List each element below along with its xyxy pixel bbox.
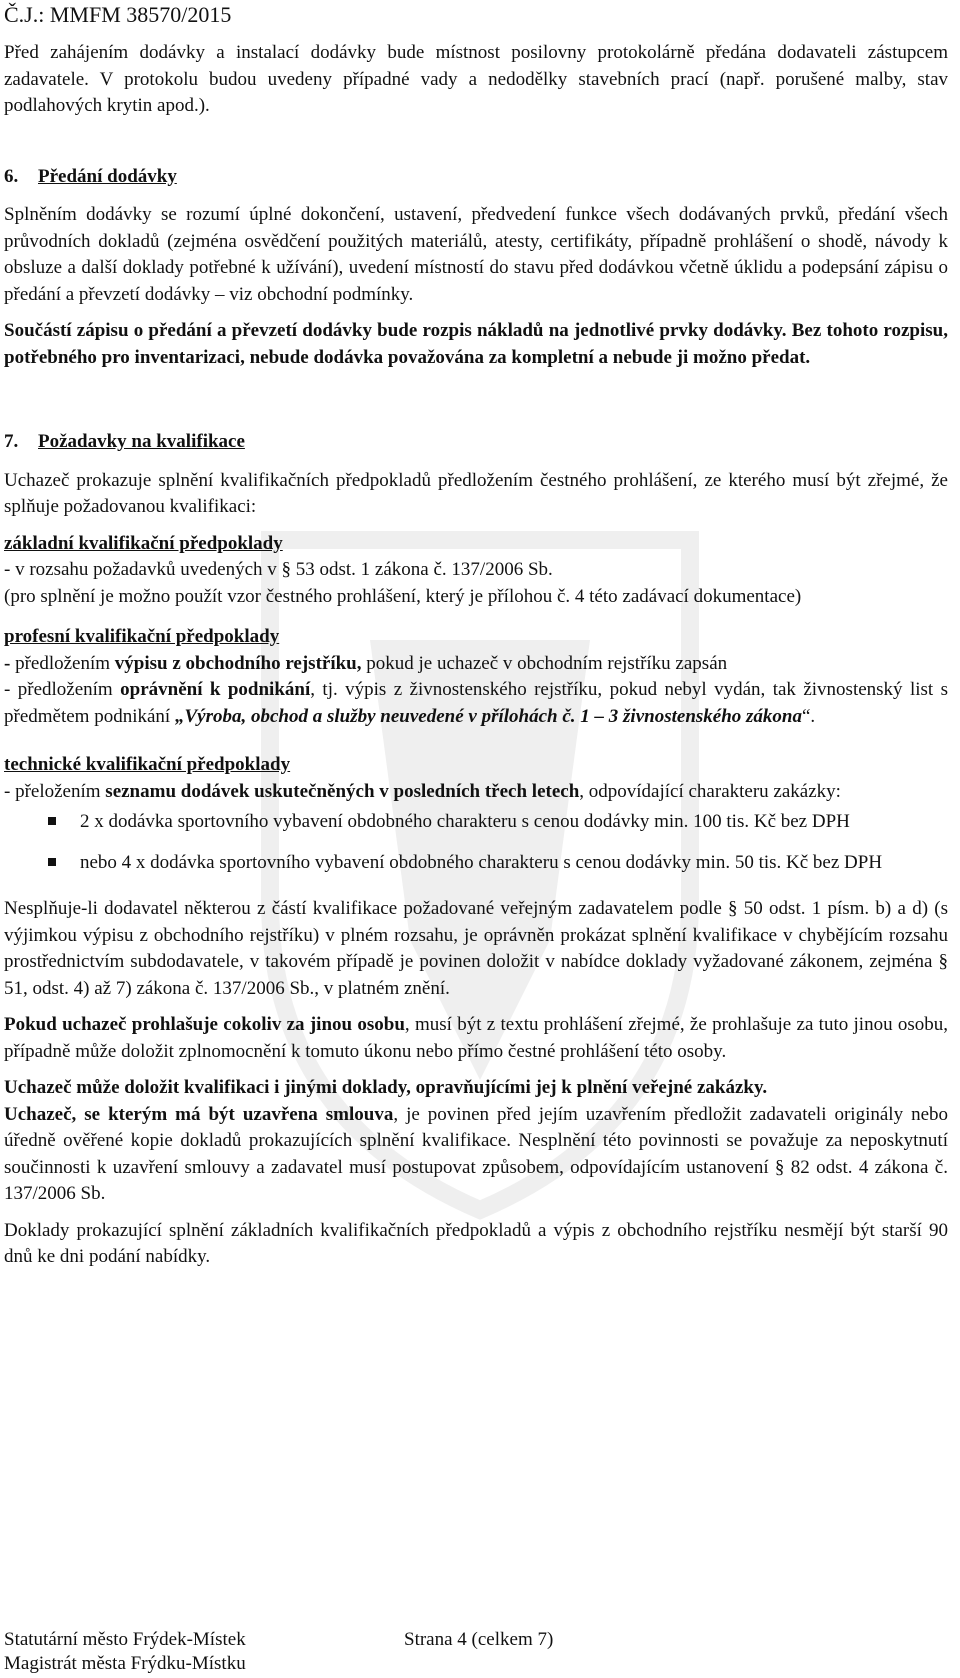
list-item bbox=[4, 850, 948, 877]
professional-qualification-line-1 bbox=[4, 651, 948, 678]
technical-qualification-heading: technické kvalifikační předpoklady bbox=[4, 754, 291, 775]
text: “. bbox=[802, 705, 816, 727]
square-bullet-icon bbox=[48, 817, 56, 825]
bold-text: seznamu dodávek uskutečněných v posledních třech letech bbox=[105, 780, 580, 802]
footer-page-number: Strana 4 (celkem 7) bbox=[404, 1629, 554, 1650]
section-7-title: Požadavky na kvalifikace bbox=[38, 431, 245, 452]
page-footer bbox=[4, 1628, 944, 1676]
section-6-number: 6. bbox=[4, 165, 19, 187]
document-reference: Č.J.: MMFM 38570/2015 bbox=[4, 2, 232, 27]
text: - předložením bbox=[4, 679, 121, 700]
footer-organization-2: Magistrát města Frýdku-Místku bbox=[4, 1653, 246, 1674]
footer-organization-1: Statutární město Frýdek-Místek bbox=[4, 1629, 246, 1650]
list-item-text: nebo 4 x dodávka sportovního vybavení obdobného charakteru s cenou dodávky min. 50 tis. Kč bez DPH bbox=[80, 851, 883, 873]
square-bullet-icon bbox=[48, 858, 56, 866]
section-6-title: Předání dodávky bbox=[38, 165, 177, 187]
technical-qualification-line bbox=[4, 779, 948, 806]
section-7-number: 7. bbox=[4, 431, 19, 452]
text: , je povinen před jejím uzavřením předložit zadavateli originály nebo úředně ověřené kopie dokladů prokazujících splnění kvalifikace. Nesplnění této povinnosti se považuje za neposkytnutí součinnosti k uzavření smlouvy a zadavatel musí postupovat způsobem, odpovídajícím ustanovení § 82 odst. 4 zákona č. 137/2006 Sb. bbox=[4, 1103, 949, 1204]
section-6-heading bbox=[4, 164, 948, 191]
section-7-heading bbox=[4, 429, 948, 456]
section-7-intro: Uchazeč prokazuje splnění kvalifikačních předpokladů předložením čestného prohlášení, ze kterého musí být zřejmé, že splňuje požadovanou kvalifikaci: bbox=[4, 469, 948, 517]
text: předložením bbox=[15, 652, 115, 674]
text: , tj. výpis z živnostenského rejstříku, pokud nebyl vydán, tak živnostenský list s předmětem podnikání bbox=[4, 679, 948, 727]
professional-qualification-heading: profesní kvalifikační předpoklady bbox=[4, 626, 280, 647]
basic-qualification-heading: základní kvalifikační předpoklady bbox=[4, 532, 283, 554]
bold-text: výpisu z obchodního rejstříku, bbox=[114, 652, 362, 674]
bold-text: oprávnění k podnikání bbox=[120, 679, 311, 700]
document-body bbox=[4, 40, 948, 1271]
list-item bbox=[4, 809, 948, 836]
section-6-paragraph-2: Součástí zápisu o předání a převzetí dodávky bude rozpis nákladů na jednotlivé prvky dodávky. Bez tohoto rozpisu, potřebného pro inventarizaci, nebude dodávka považována za kompletní a nebude ji možno předat. bbox=[4, 320, 948, 368]
list-item-text: 2 x dodávka sportovního vybavení obdobného charakteru s cenou dodávky min. 100 tis. Kč bez DPH bbox=[80, 811, 850, 832]
paragraph-other-documents: Uchazeč může doložit kvalifikaci i jinými doklady, opravňujícími jej k plnění veřejné zakázky. bbox=[4, 1077, 768, 1098]
bold-text: Uchazeč, se kterým má být uzavřena smlouva bbox=[4, 1103, 394, 1125]
basic-qualification-line-2: (pro splnění je možno použít vzor čestného prohlášení, který je přílohou č. 4 této zadávací dokumentace) bbox=[4, 585, 802, 607]
paragraph-contract bbox=[4, 1102, 948, 1208]
bold-text: Pokud uchazeč prohlašuje cokoliv za jinou osobu bbox=[4, 1014, 405, 1035]
text: , odpovídající charakteru zakázky: bbox=[579, 780, 841, 802]
paragraph-other-person bbox=[4, 1012, 948, 1065]
section-6-paragraph-1: Splněním dodávky se rozumí úplné dokončení, ustavení, předvedení funkce všech dodávaných prvků, předání všech průvodních dokladů (zejména osvědčení použitých materiálů, atesty, certifikáty, případně prohlášení o shodě, návody k obsluze a další doklady potřebné k užívání), uvedení místností do stavu před dodávkou včetně úklidu a podepsání zápisu o předání a převzetí dodávky – viz obchodní podmínky. bbox=[4, 204, 948, 305]
text: , musí být z textu prohlášení zřejmé, že prohlašuje za tuto jinou osobu, případně může doložit zplnomocnění k tomuto úkonu nebo přímo čestné prohlášení této osoby. bbox=[4, 1014, 949, 1062]
professional-qualification-line-2 bbox=[4, 677, 948, 730]
technical-qualification-list bbox=[4, 809, 948, 876]
bold-italic-text: „Výroba, obchod a služby neuvedené v přílohách č. 1 – 3 živnostenského zákona bbox=[174, 705, 802, 727]
paragraph-document-age: Doklady prokazující splnění základních kvalifikačních předpokladů a výpis z obchodního rejstříku nesmějí být starší 90 dnů ke dni podání nabídky. bbox=[4, 1219, 948, 1267]
text: - přeložením bbox=[4, 780, 106, 802]
dash: - bbox=[4, 652, 16, 674]
paragraph-subcontractor: Nesplňuje-li dodavatel některou z částí kvalifikace požadované veřejným zadavatelem podle § 50 odst. 1 písm. b) a d) (s výjimkou výpisu z obchodního rejstříku) v plném rozsahu, je oprávněn prokázat splnění kvalifikace v chybějícím rozsahu prostřednictvím subdodavatele, v takovém případě je povinen doložit v nabídce doklady vyžadované zákonem, zejména § 51, odst. 4) až 7) zákona č. 137/2006 Sb., v platném znění. bbox=[4, 898, 948, 999]
text: pokud je uchazeč v obchodním rejstříku zapsán bbox=[361, 652, 728, 674]
basic-qualification-line-1: - v rozsahu požadavků uvedených v § 53 odst. 1 zákona č. 137/2006 Sb. bbox=[4, 559, 553, 580]
intro-paragraph: Před zahájením dodávky a instalací dodávky bude místnost posilovny protokolárně předána dodavateli zástupcem zadavatele. V protokolu budou uvedeny případné vady a nedodělky stavebních prací (např. porušené malby, stav podlahových krytin apod.). bbox=[4, 42, 948, 116]
